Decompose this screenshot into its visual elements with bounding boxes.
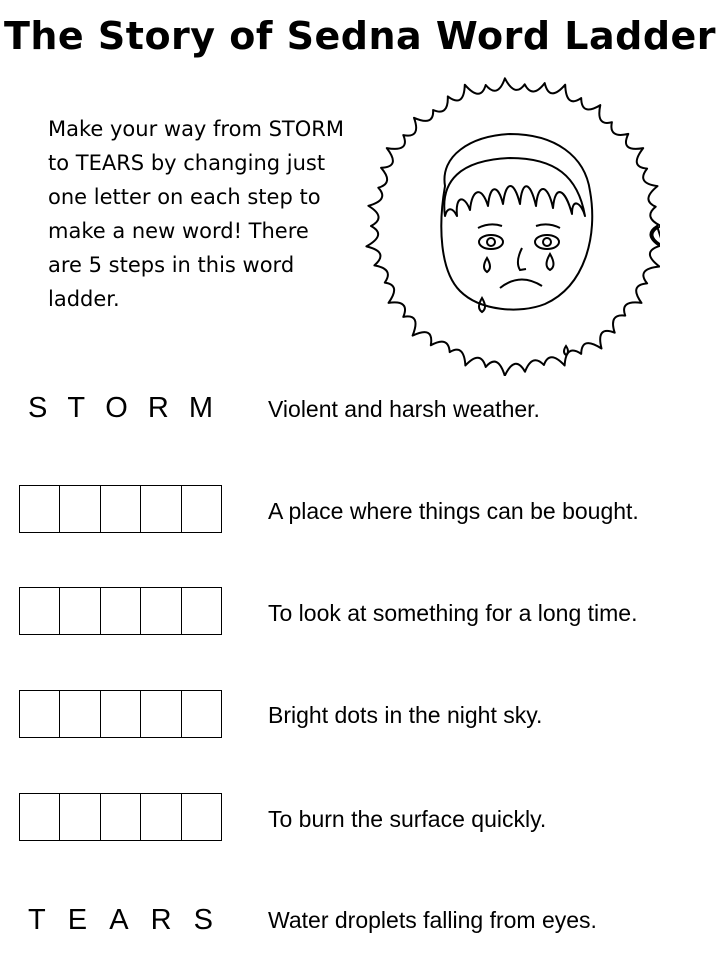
- crying-face-fur-hood-icon: [360, 76, 660, 376]
- instructions-text: Make your way from STORM to TEARS by changing just one letter on each step to make a new word! There are 5 steps in this word ladder.: [48, 117, 344, 311]
- end-word-letter: A: [109, 904, 129, 936]
- start-word-letter: M: [188, 392, 213, 424]
- letter-box[interactable]: [141, 794, 181, 840]
- letter-box[interactable]: [101, 691, 141, 737]
- start-word-letter: S: [28, 392, 48, 424]
- letter-box[interactable]: [60, 794, 100, 840]
- step-1-clue: A place where things can be bought.: [268, 498, 639, 524]
- start-word-letter: R: [147, 392, 169, 424]
- letter-box[interactable]: [60, 588, 100, 634]
- letter-box[interactable]: [182, 794, 221, 840]
- letter-box[interactable]: [101, 588, 141, 634]
- letter-box[interactable]: [141, 486, 181, 532]
- letter-box[interactable]: [182, 486, 221, 532]
- end-word-letter: R: [150, 904, 172, 936]
- step-4-clue: To burn the surface quickly.: [268, 806, 547, 832]
- answer-boxes-step-2[interactable]: [19, 587, 222, 635]
- step-2-clue: To look at something for a long time.: [268, 600, 638, 626]
- letter-box[interactable]: [101, 794, 141, 840]
- start-word-letter: T: [67, 392, 86, 424]
- answer-boxes-step-1[interactable]: [19, 485, 222, 533]
- page-title: The Story of Sedna Word Ladder: [3, 14, 717, 58]
- end-word-clue: Water droplets falling from eyes.: [268, 907, 597, 933]
- start-word: [18, 392, 223, 425]
- step-3-clue: Bright dots in the night sky.: [268, 702, 543, 728]
- letter-box[interactable]: [141, 691, 181, 737]
- letter-box[interactable]: [60, 486, 100, 532]
- answer-boxes-step-4[interactable]: [19, 793, 222, 841]
- start-word-clue: Violent and harsh weather.: [268, 396, 540, 422]
- end-word-letter: T: [28, 904, 46, 936]
- end-word-letter: E: [67, 904, 88, 936]
- letter-box[interactable]: [20, 691, 60, 737]
- letter-box[interactable]: [20, 486, 60, 532]
- answer-boxes-step-3[interactable]: [19, 690, 222, 738]
- end-word-letter: S: [193, 904, 213, 936]
- letter-box[interactable]: [60, 691, 100, 737]
- letter-box[interactable]: [182, 691, 221, 737]
- letter-box[interactable]: [141, 588, 181, 634]
- letter-box[interactable]: [182, 588, 221, 634]
- start-word-letter: O: [105, 392, 128, 424]
- letter-box[interactable]: [20, 588, 60, 634]
- end-word: [18, 904, 223, 937]
- letter-box[interactable]: [101, 486, 141, 532]
- letter-box[interactable]: [20, 794, 60, 840]
